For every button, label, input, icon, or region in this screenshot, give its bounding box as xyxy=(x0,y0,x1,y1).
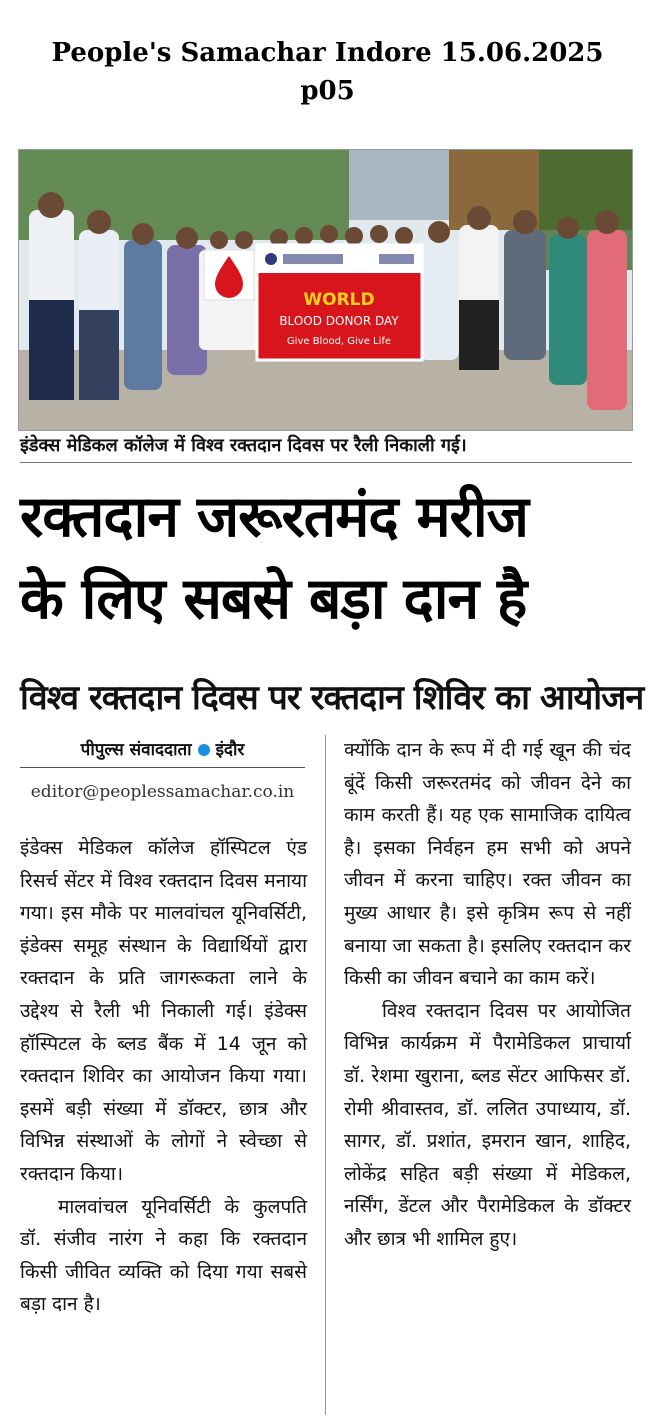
article-column-right xyxy=(344,734,631,1256)
banner-slogan-text: Give Blood, Give Life xyxy=(286,336,392,347)
column-divider xyxy=(325,735,326,1415)
photo-blood-drop-sign xyxy=(204,250,254,300)
subheadline: विश्व रक्तदान दिवस पर रक्तदान शिविर का आयोजन xyxy=(20,678,644,718)
byline xyxy=(20,735,305,768)
article-paragraph: विश्व रक्तदान दिवस पर आयोजित विभिन्न कार्यक्रम में पैरामेडिकल प्राचार्या डॉ. रेशमा खुराना, ब्लड सेंटर आफिसर डॉ. रोमी श्रीवास्तव, डॉ. ललित उपाध्याय, डॉ. सागर, डॉ. प्रशांत, इमरान खान, शाहिद, लोकेंद्र सहित बड़ी संख्या में मेडिकल, नर्सिंग, डेंटल और पैरामेडिकल के डॉक्टर और छात्र भी शामिल हुए। xyxy=(344,999,631,1250)
world-blood-donor-day-banner xyxy=(257,245,422,360)
headline-line-1: रक्तदान जरूरतमंद मरीज xyxy=(20,484,528,550)
masthead-title: People's Samachar Indore 15.06.2025 xyxy=(51,38,604,68)
headline-line-2: के लिए सबसे बड़ा दान है xyxy=(20,566,527,632)
byline-reporter: पीपुल्स संवाददाता xyxy=(80,740,192,760)
masthead-page: p05 xyxy=(300,76,355,106)
article-paragraph: क्योंकि दान के रूप में दी गई खून की चंद बूंदें किसी जरूरतमंद को जीवन देने का काम करती हैं। यह एक सामाजिक दायित्व है। इसका निर्वहन हम सभी को अपने जीवन में करना चाहिए। रक्त जीवन का मुख्य आधार है। इसे कृत्रिम रूप से नहीं बनाया जा सकता है। इसलिए रक्तदान कर किसी का जीवन बचाने का काम करें। xyxy=(344,739,631,990)
editor-email: editor@peoplessamachar.co.in xyxy=(30,782,295,802)
banner-world-text: WORLD xyxy=(303,290,375,310)
photo-caption: इंडेक्स मेडिकल कॉलेज में विश्व रक्तदान दिवस पर रैली निकाली गई। xyxy=(20,432,632,463)
news-photo xyxy=(18,149,633,431)
article-paragraph: इंडेक्स मेडिकल कॉलेज हॉस्पिटल एंड रिसर्च सेंटर में विश्व रक्तदान दिवस मनाया गया। इस मौके पर मालवांचल यूनिवर्सिटी, इंडेक्स समूह संस्थान के विद्यार्थियों द्वारा रक्तदान के प्रति जागरूकता लाने के उद्देश्य से रैली भी निकाली गई। इंडेक्स हॉस्पिटल के ब्लड बैंक में 14 जून को रक्तदान शिविर का आयोजन किया गया। इसमें बड़ी संख्या में डॉक्टर, छात्र और विभिन्न संस्थाओं के लोगों ने स्वेच्छा से रक्तदान किया। xyxy=(20,837,307,1185)
byline-city: इंदौर xyxy=(215,740,245,760)
photo-building xyxy=(349,150,449,220)
masthead xyxy=(0,34,655,110)
article-paragraph: मालवांचल यूनिवर्सिटी के कुलपति डॉ. संजीव नारंग ने कहा कि रक्तदान किसी जीवित व्यक्ति को दिया गया सबसे बड़ा दान है। xyxy=(20,1195,307,1316)
banner-title-text: BLOOD DONOR DAY xyxy=(279,314,399,328)
article-column-left xyxy=(20,832,307,1321)
byline-dot-icon xyxy=(198,744,210,756)
headline xyxy=(20,476,635,640)
rally-photo-illustration xyxy=(19,150,632,430)
